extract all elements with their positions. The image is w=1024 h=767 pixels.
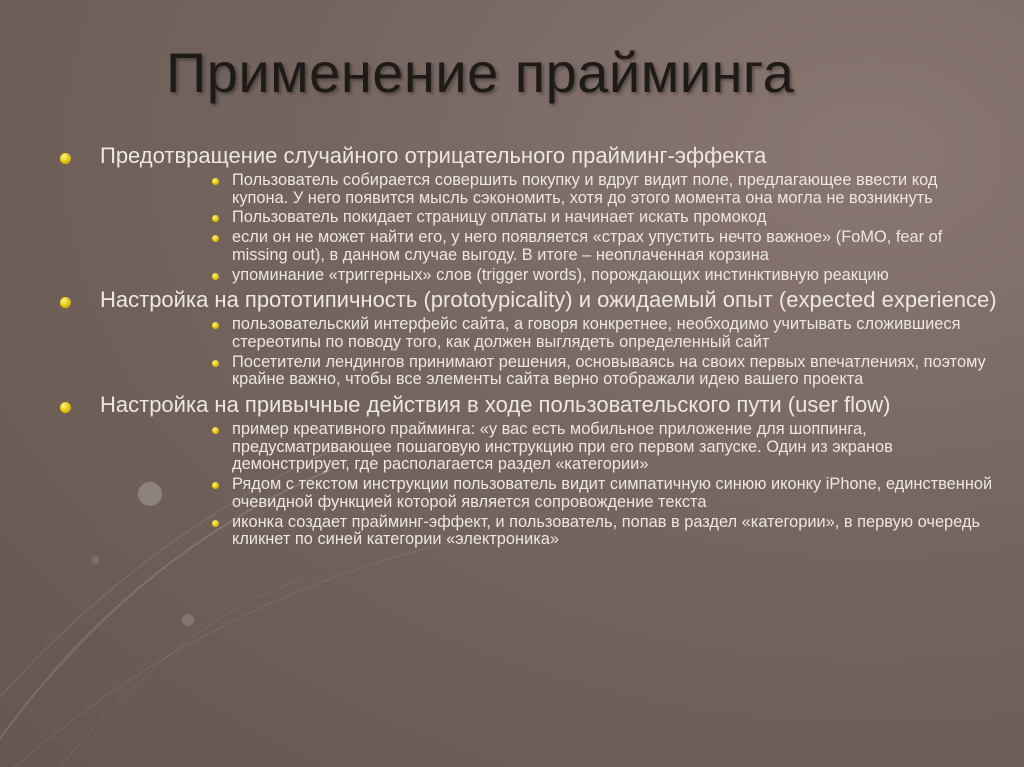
- list-item: [100, 476, 998, 511]
- bullet-icon: [60, 402, 71, 413]
- section-heading: Настройка на привычные действия в ходе пользовательского пути (user flow): [100, 392, 891, 418]
- section-heading: Предотвращение случайного отрицательного прайминг-эффекта: [100, 143, 767, 168]
- list-item-text: Рядом с текстом инструкции пользователь видит симпатичную синюю иконку iPhone, единственной очевидной функцией которой является сопровождение текста: [232, 475, 993, 511]
- bullet-icon: [212, 322, 219, 329]
- slide-title: Применение прайминга: [166, 41, 795, 104]
- list-item-text: Пользователь собирается совершить покупку и вдруг видит поле, предлагающее ввести код купона. У него появится мысль сэкономить, хотя до этого момента она могла не возникнуть: [232, 171, 938, 207]
- list-item-text: пользовательский интерфейс сайта, а говоря конкретнее, необходимо учитывать сложившиеся стереотипы по поводу того, как должен выглядеть определенный сайт: [232, 315, 961, 351]
- bullet-icon: [60, 153, 71, 164]
- bullet-icon: [212, 427, 219, 434]
- bullet-icon: [212, 215, 219, 222]
- list-item-text: упоминание «триггерных» слов (trigger words), порождающих инстинктивную реакцию: [232, 265, 889, 284]
- list-item-text: если он не может найти его, у него появляется «страх упустить нечто важное» (FoMO, fear of missing out), в данном случае выгоду. В итоге – неоплаченная корзина: [232, 228, 943, 264]
- bullet-icon: [212, 482, 219, 489]
- section-prevent-negative-priming: [58, 144, 998, 284]
- section-user-flow: [58, 393, 998, 549]
- list-item-text: иконка создает прайминг-эффект, и пользователь, попав в раздел «категории», в первую очередь кликнет по синей категории «электроника»: [232, 512, 981, 549]
- bullet-icon: [212, 520, 219, 527]
- section-heading: Настройка на прототипичность (prototypicality) и ожидаемый опыт (expected experience): [100, 287, 997, 313]
- bullet-icon: [212, 235, 219, 242]
- list-item-text: Пользователь покидает страницу оплаты и начинает искать промокод: [232, 208, 767, 227]
- bullet-icon: [212, 273, 219, 280]
- list-item: [100, 421, 998, 474]
- list-item-text: пример креативного прайминга: «у вас есть мобильное приложение для шоппинга, предусматривающее пошаговую инструкцию при его первом запуске. Один из экранов демонстрирует, где располагается раздел «категории»: [232, 420, 893, 474]
- list-item: [100, 209, 998, 227]
- list-item: [100, 229, 998, 264]
- slide-content: [58, 144, 998, 553]
- bullet-icon: [60, 297, 71, 308]
- list-item: [100, 316, 998, 351]
- list-item: [100, 514, 998, 549]
- section-prototypicality: [58, 288, 998, 389]
- bullet-icon: [212, 178, 219, 185]
- list-item-text: Посетители лендингов принимают решения, основываясь на своих первых впечатлениях, поэтому крайне важно, чтобы все элементы сайта верно отображали идею вашего проекта: [232, 352, 986, 389]
- bullet-icon: [212, 360, 219, 367]
- list-item: [100, 267, 998, 285]
- list-item: [100, 172, 998, 207]
- list-item: [100, 354, 998, 389]
